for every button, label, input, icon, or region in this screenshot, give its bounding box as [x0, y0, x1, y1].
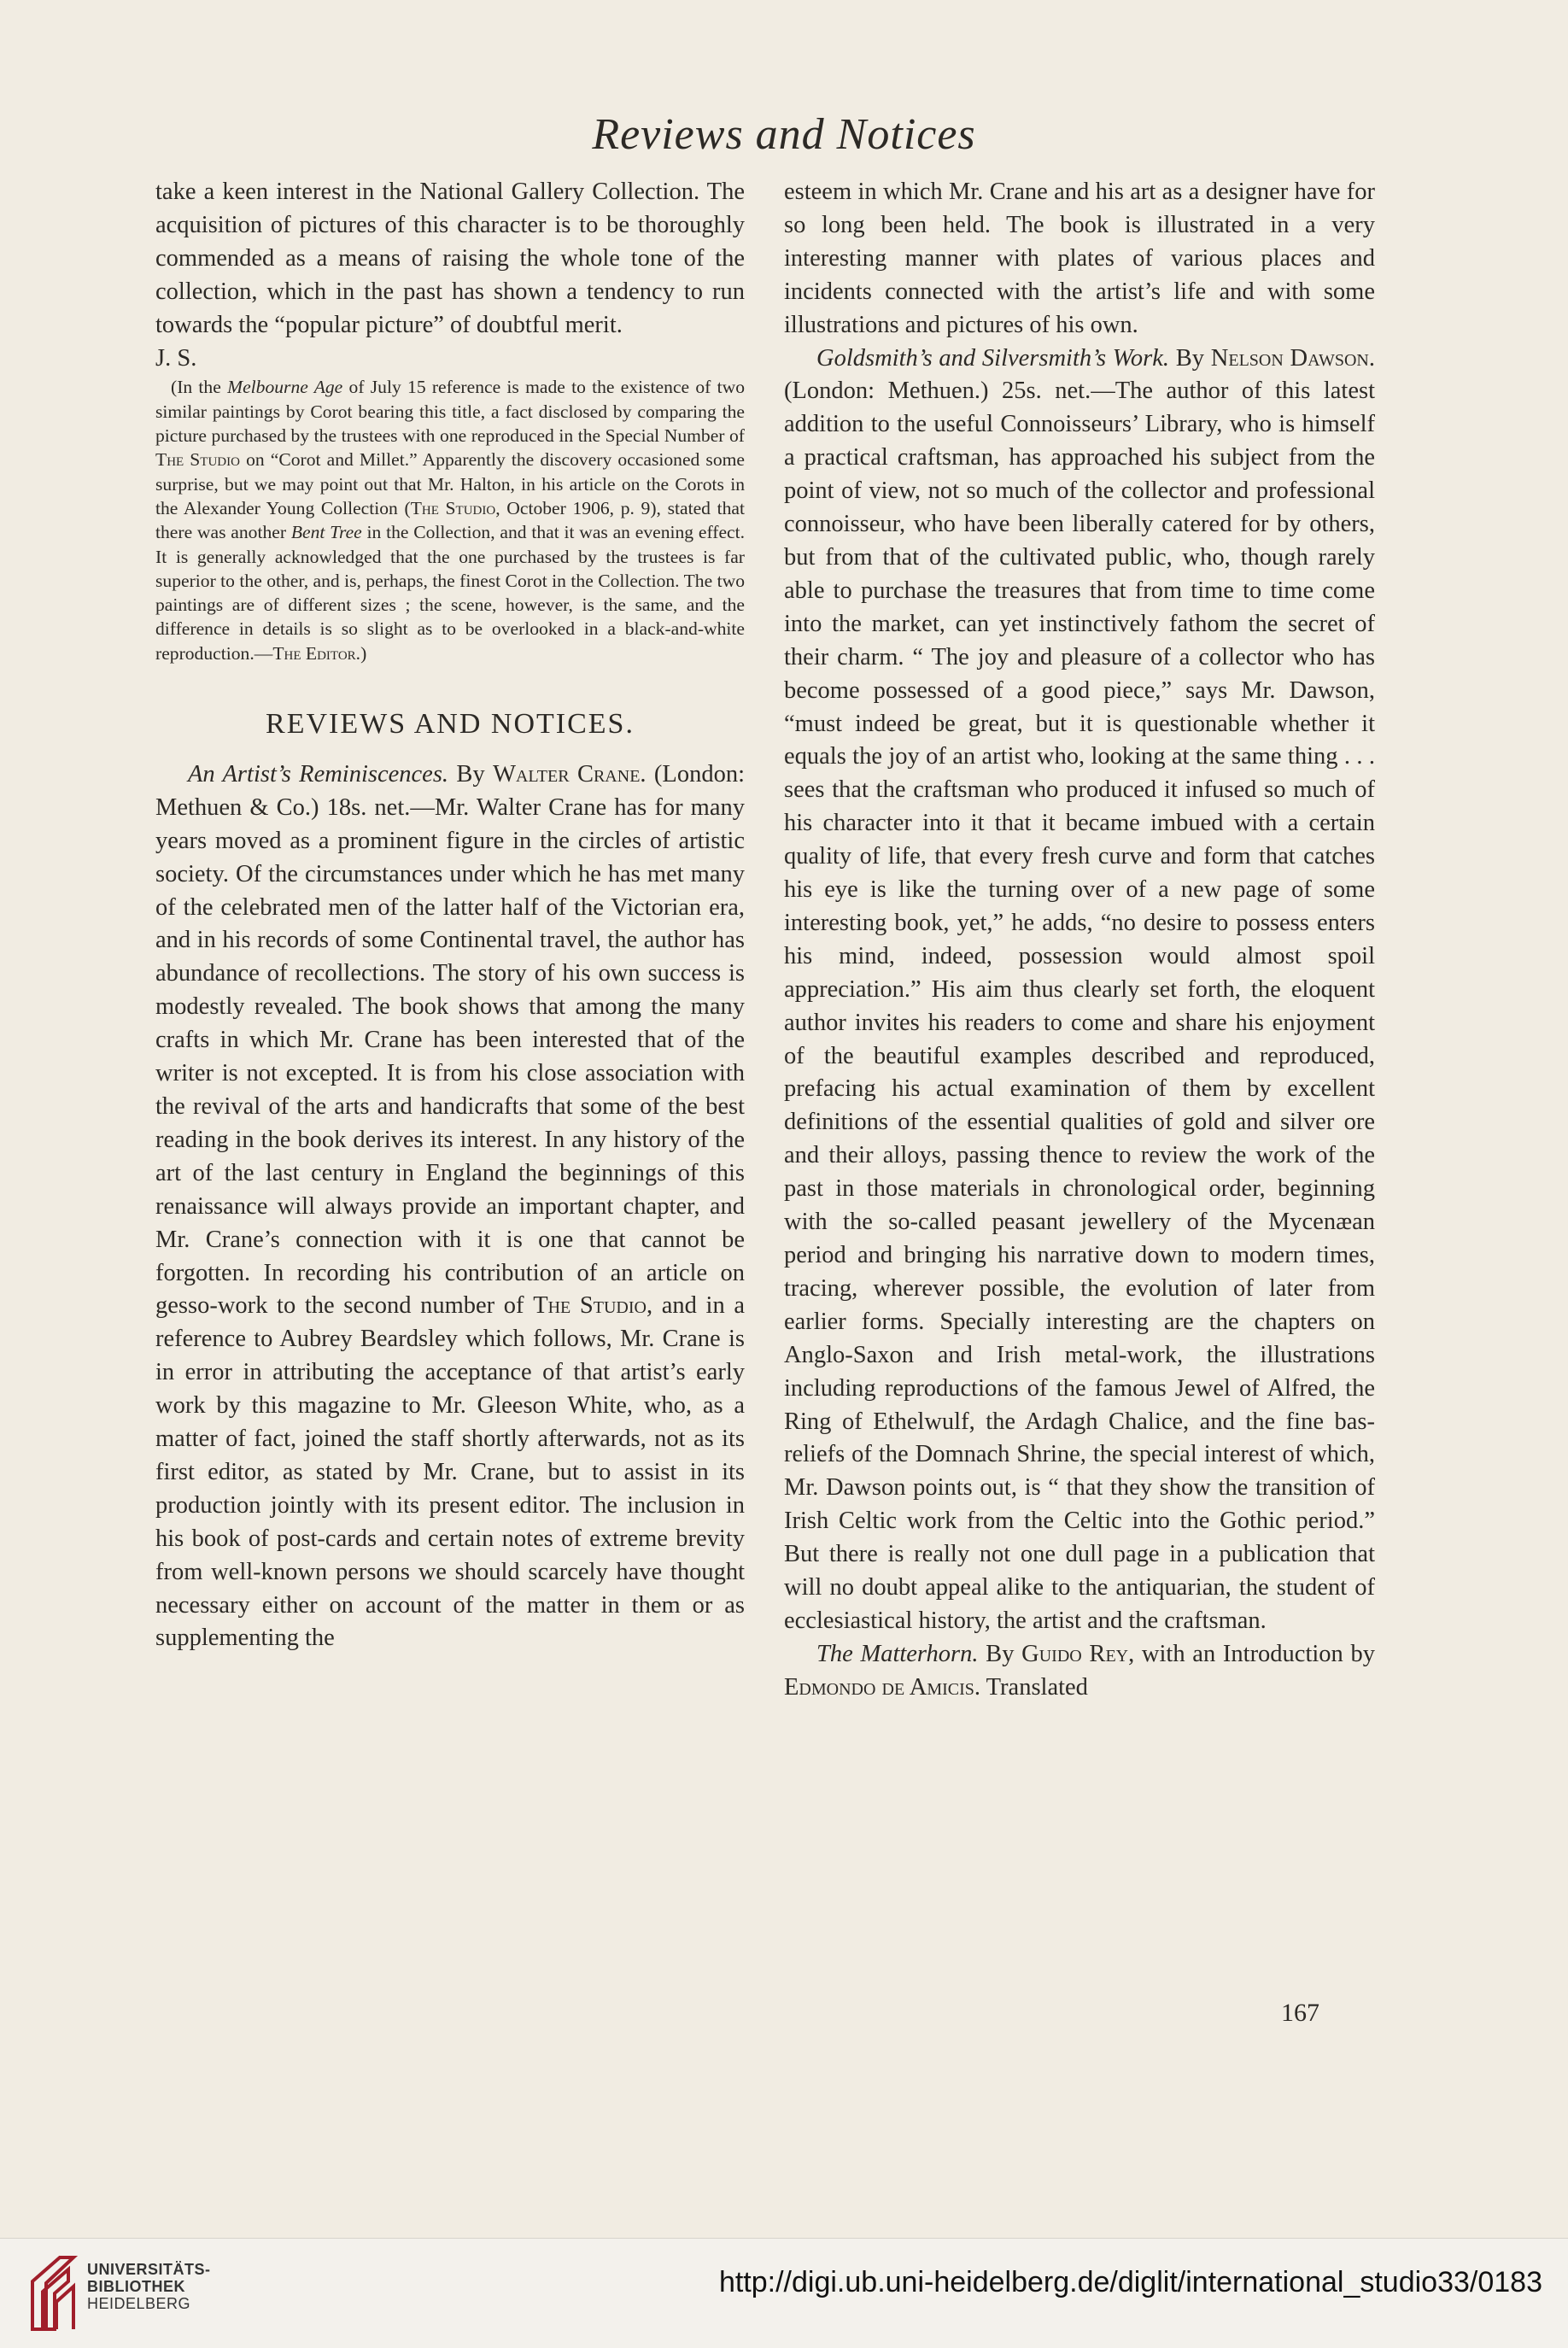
library-name: UNIVERSITÄTS- BIBLIOTHEK HEIDELBERG — [87, 2261, 211, 2312]
signature: J. S. — [155, 344, 197, 372]
paragraph: esteem in which Mr. Crane and his art as a designer have for so long been held. The book is illustrated in a very interesting manner with plates of various places and incidents connected with the artist’s life and with some illustrations and pictures of his own. — [784, 179, 1375, 338]
page-number: 167 — [1281, 1999, 1319, 2027]
review-dawson: Goldsmith’s and Silversmith’s Work. By Nelson Dawson. (London: Methuen.) 25s. net.—The author of this latest addition to the useful Connoisseurs’ Library, who is himself a practical craftsman, has approached his subject from the point of view, not so much of the collector and professional connoisseur, who have been liberally catered for by others, but from that of the cultivated public, who, though rarely able to purchase the treasures that from time to time come into the market, can yet instinctively fathom the secret of their charm. “ The joy and pleasure of a collector who has become possessed of a good piece,” says Mr. Dawson, “must indeed be great, but it is questionable whether it equals the joy of an artist who, looking at the same thing . . . sees that the craftsman who produced it infused so much of his character into it that it became imbued with a certain quality of life, that every fresh curve and form that catches his eye is like the turning over of a new page of some interesting book, yet,” he adds, “no desire to possess enters his mind, indeed, possession would almost spoil appreciation.” His aim thus clearly set forth, the eloquent author invites his readers to come and share his enjoyment of the beautiful examples described and reproduced, prefacing his actual examination of them by excellent definitions of the essential qualities of gold and silver ore and their alloys, passing thence to review the work of the past in those materials in chronological order, beginning with the so-called peasant jewellery of the Mycenæan period and bringing his narrative down to modern times, tracing, wherever possible, the evolution of later from earlier forms. Specially interesting are the chapters on Anglo-Saxon and Irish metal-work, the illustrations including reproductions of the famous Jewel of Alfred, the Ring of Ethelwulf, the Ardagh Chalice, and the fine bas-reliefs of the Domnach Shrine, the special interest of which, Mr. Dawson points out, is “ that they show the transition of Irish Celtic work from the Celtic into the Gothic period.” But there is really not one dull page in a publication that will no doubt appeal alike to the antiquarian, the student of ecclesiastical history, the artist and the craftsman. — [784, 344, 1375, 1634]
running-head: Reviews and Notices — [592, 110, 976, 159]
library-logo-icon — [26, 2247, 79, 2336]
right-column — [784, 176, 1375, 1705]
review-matterhorn: The Matterhorn. By Guido Rey, with an Introduction by Edmondo de Amicis. Translated — [784, 1640, 1375, 1701]
footer-bar — [0, 2238, 1568, 2348]
source-url[interactable]: http://digi.ub.uni-heidelberg.de/diglit/international_studio33/0183 — [718, 2266, 1542, 2298]
left-column — [155, 176, 745, 1655]
paragraph: take a keen interest in the National Gallery Collection. The acquisition of pictures of this character is to be thoroughly commended as a means of raising the whole tone of the collection, which in the past has shown a tendency to run towards the “popular picture” of doubtful merit. — [155, 179, 745, 338]
review-crane: An Artist’s Reminiscences. By Walter Crane. (London: Methuen & Co.) 18s. net.—Mr. Walter Crane has for many years moved as a prominent figure in the circles of artistic society. Of the circumstances under which he has met many of the celebrated men of the latter half of the Victorian era, and in his records of some Continental travel, the author has abundance of recollections. The story of his own success is modestly revealed. The book shows that among the many crafts in which Mr. Crane has been interested that of the writer is not excepted. It is from his close association with the revival of the arts and handicrafts that some of the best reading in the book derives its interest. In any history of the art of the last century in England the beginnings of this renaissance will always provide an important chapter, and Mr. Crane’s connection with it is one that cannot be forgotten. In recording his contribution of an article on gesso-work to the second number of The Studio, and in a reference to Aubrey Beardsley which follows, Mr. Crane is in error in attributing the acceptance of that artist’s early work by this magazine to Mr. Gleeson White, who, as a matter of fact, joined the staff shortly afterwards, not as its first editor, as stated by Mr. Crane, but to assist in its production jointly with its present editor. The inclusion in his book of post-cards and certain notes of extreme brevity from well-known persons we should scarcely have thought necessary either on account of the matter in them or as supplementing the — [155, 760, 745, 1652]
section-heading: REVIEWS AND NOTICES. — [266, 708, 635, 740]
editor-note: (In the Melbourne Age of July 15 reference is made to the existence of two similar paintings by Corot bearing this title, a fact disclosed by comparing the picture purchased by the trustees with one reproduced in the Special Number of The Studio on “Corot and Millet.” Apparently the discovery occasioned some surprise, but we may point out that Mr. Halton, in his article on the Corots in the Alexander Young Collection (The Studio, October 1906, p. 9), stated that there was another Bent Tree in the Collection, and that it was an evening effect. It is generally acknowledged that the one purchased by the trustees is far superior to the other, and is, perhaps, the finest Corot in the Collection. The two paintings are of different sizes ; the scene, however, is the same, and the difference in details is so slight as to be overlooked in a black-and-white reproduction.—The Editor.) — [155, 377, 746, 664]
